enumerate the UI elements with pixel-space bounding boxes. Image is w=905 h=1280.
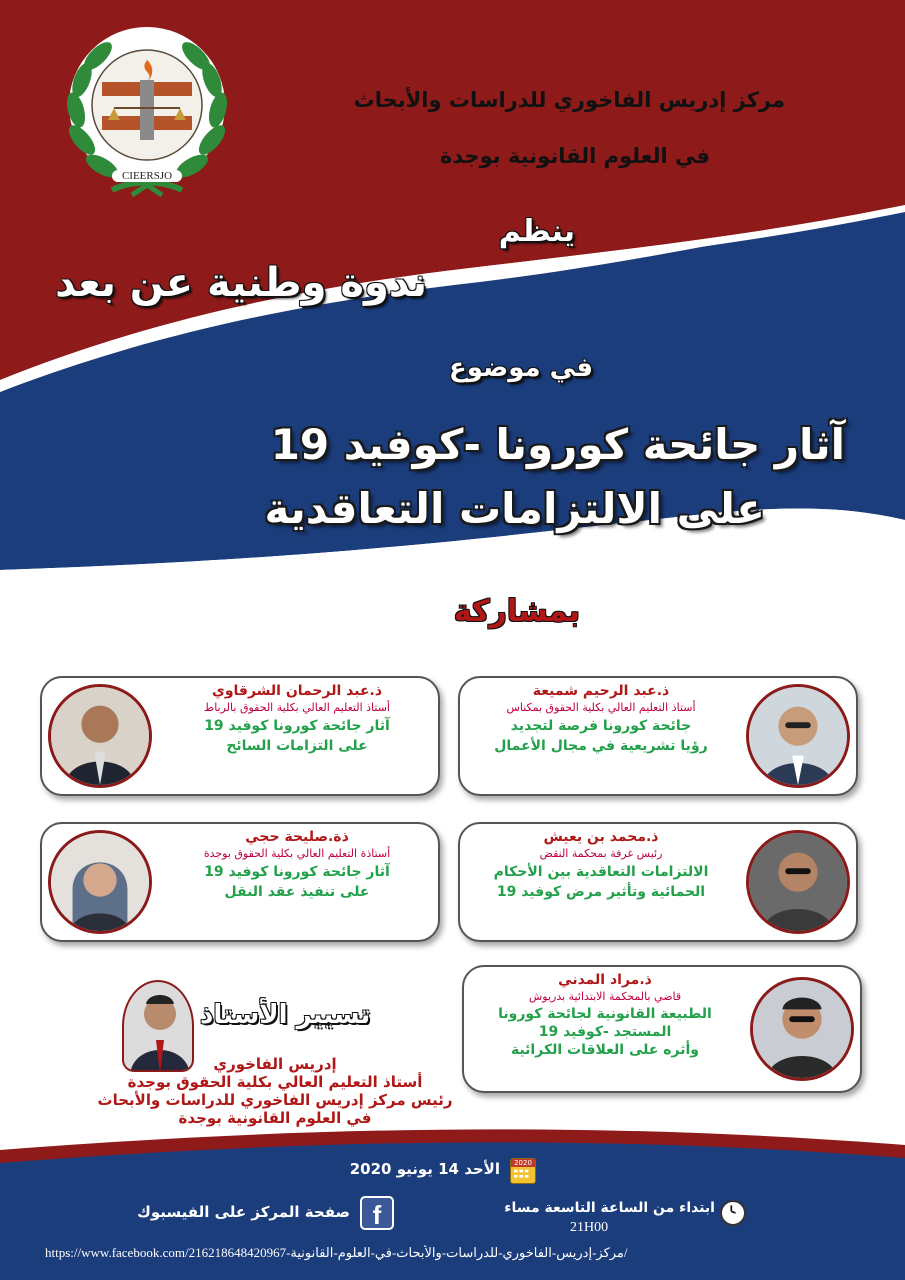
speaker-photo <box>48 684 152 788</box>
moderator-line2: رئيس مركز إدريس الفاخوري للدراسات والأبحاث <box>97 1091 453 1109</box>
speaker-card <box>40 822 440 942</box>
speaker-topic: جائحة كورونا فرصة لتجديد <box>510 718 692 734</box>
speaker-role: قاضي بالمحكمة الابتدائية بدريوش <box>528 990 682 1003</box>
calendar-icon <box>510 1158 536 1184</box>
moderator-line3: في العلوم القانونية بوجدة <box>178 1109 372 1127</box>
logo-text: CIEERSJO <box>112 170 182 182</box>
speaker-photo <box>746 830 850 934</box>
speaker-role: رئيس غرفة بمحكمة النقض <box>539 847 663 860</box>
speaker-topic: على تنفيذ عقد النقل <box>224 884 370 900</box>
speaker-name: ذ.مراد المدني <box>558 972 652 988</box>
moderator-label: تسيير الأستاذ <box>200 1000 371 1030</box>
speaker-card <box>40 676 440 796</box>
seminar-title-line1: آثار جائحة كورونا -كوفيد 19 <box>270 420 845 469</box>
speaker-role: أستاذة التعليم العالي بكلية الحقوق بوجدة <box>203 847 391 860</box>
speaker-name: ذة.صليحة حجي <box>245 829 349 845</box>
org-name-line1: مركز إدريس الفاخوري للدراسات والأبحاث <box>353 88 785 112</box>
speaker-topic: المستجد -كوفيد 19 <box>538 1024 672 1040</box>
center-logo <box>52 20 242 210</box>
event-type: ندوة وطنية عن بعد <box>55 260 427 306</box>
speaker-topic: آثار جائحة كورونا كوفيد 19 <box>204 864 390 880</box>
speaker-photo <box>48 830 152 934</box>
speaker-topic: الطبيعة القانونية لجائحة كورونا <box>498 1006 712 1022</box>
organizes-label: ينظم <box>498 214 575 249</box>
speaker-topic: على التزامات السائح <box>226 738 368 754</box>
org-name-line2: في العلوم القانونية بوجدة <box>439 144 710 168</box>
speaker-topic: آثار جائحة كورونا كوفيد 19 <box>204 718 390 734</box>
topic-label: في موضوع <box>449 353 593 383</box>
moderator-name: إدريس الفاخوري <box>213 1055 337 1073</box>
seminar-title-line2: على الالتزامات التعاقدية <box>264 484 765 533</box>
start-time-line2: 21H00 <box>570 1220 609 1235</box>
speaker-card <box>462 965 862 1093</box>
speaker-photo <box>746 684 850 788</box>
speaker-name: ذ.عبد الرحمان الشرقاوي <box>211 683 383 699</box>
speaker-topic: الالتزامات التعاقدية بين الأحكام <box>493 864 709 880</box>
participation-label: بمشاركة <box>453 594 580 629</box>
speaker-photo <box>750 977 854 1081</box>
clock-icon <box>720 1200 746 1226</box>
event-date: الأحد 14 يونيو 2020 <box>349 1160 500 1178</box>
speaker-topic: وأثره على العلاقات الكرائية <box>510 1042 700 1058</box>
calendar-badge: 2020 <box>511 1159 535 1167</box>
facebook-label[interactable]: صفحة المركز على الفيسبوك <box>137 1203 350 1221</box>
facebook-icon[interactable]: f <box>360 1196 394 1230</box>
speaker-name: ذ.عبد الرحيم شميعة <box>532 683 670 699</box>
moderator-info <box>85 1055 465 1127</box>
speaker-topic: الحمائية وتأثير مرض كوفيد 19 <box>496 884 706 900</box>
speaker-role: أستاذ التعليم العالي بكلية الحقوق بالرباط <box>204 701 390 714</box>
start-time-line1: ابتداء من الساعة التاسعة مساء <box>504 1200 715 1216</box>
facebook-url[interactable]: https://www.facebook.com/مركز-إدريس-الفاخوري-للدراسات-والأبحاث-في-العلوم-القانونية-216218648420967/ <box>45 1245 628 1260</box>
speaker-name: ذ.محمد بن يعيش <box>543 829 659 845</box>
speaker-card <box>458 822 858 942</box>
speaker-card <box>458 676 858 796</box>
moderator-line1: أستاذ التعليم العالي بكلية الحقوق بوجدة <box>127 1073 423 1091</box>
speaker-role: أستاذ التعليم العالي بكلية الحقوق بمكناس <box>506 701 696 714</box>
speaker-topic: رؤيا تشريعية في مجال الأعمال <box>494 738 708 754</box>
